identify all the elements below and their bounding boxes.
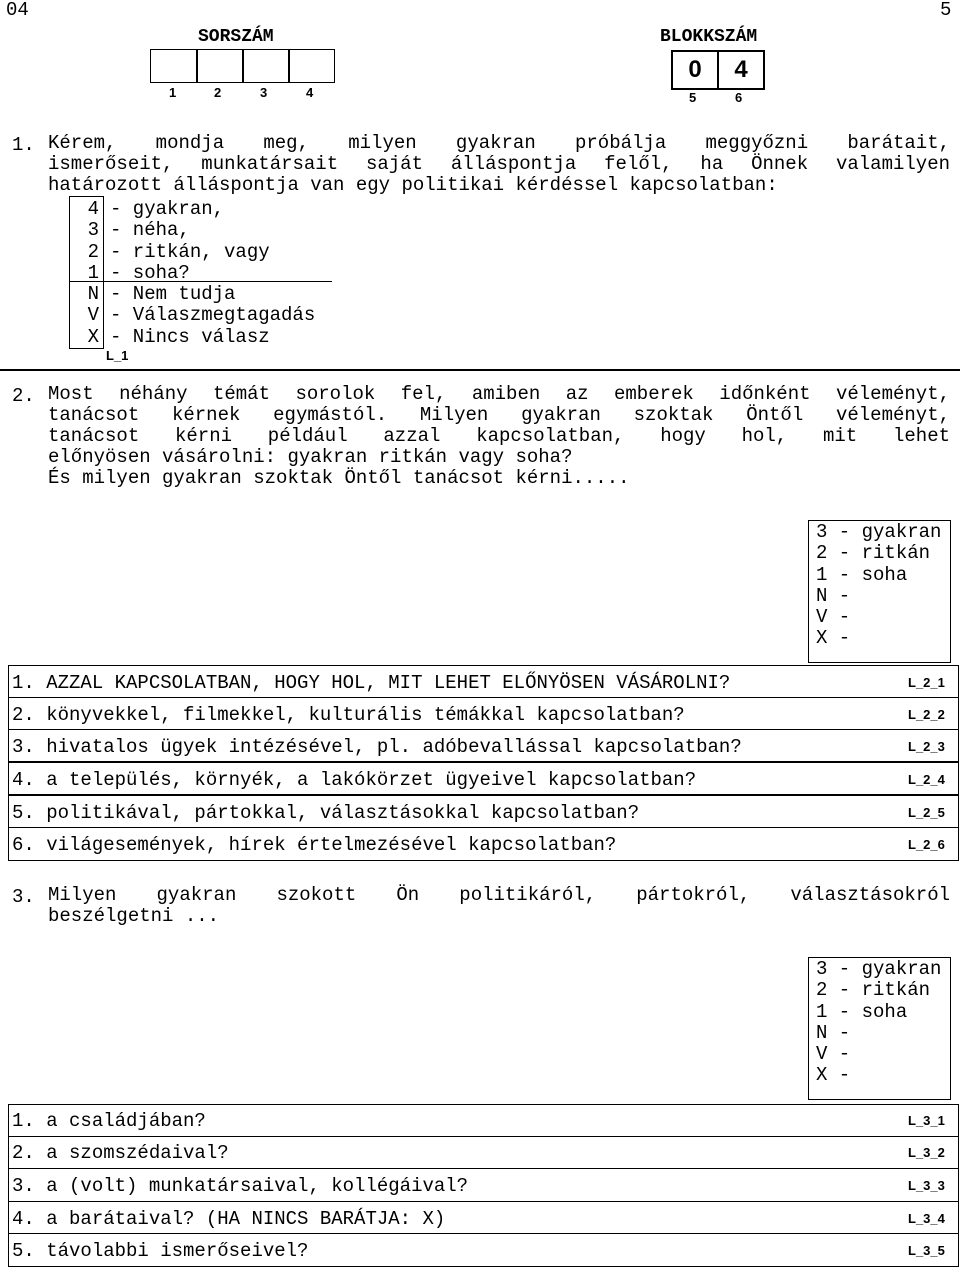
sorszam-label-1: 1	[169, 85, 177, 100]
q3-legend-box	[808, 957, 951, 1100]
q1-option-1[interactable]	[48, 263, 348, 284]
q2-item-text: 3. hivatalos ügyek intézésével, pl. adóbevallással kapcsolatban?	[12, 736, 742, 758]
q3-item-var: L_3_3	[908, 1178, 945, 1193]
q2-item-row[interactable]	[8, 665, 959, 698]
q2-item-var: L_2_4	[908, 772, 945, 787]
q1-option-code: 2	[87, 240, 99, 263]
q3-legend-item: 1 - soha	[816, 1000, 908, 1023]
q2-item-var: L_2_5	[908, 805, 945, 820]
q1-text	[48, 133, 950, 196]
q1-line-2: ismerőseit, munkatársait saját álláspontja felől, ha Önnek valamilyen	[48, 153, 950, 175]
q2-line-4: előnyösen vásárolni: gyakran ritkán vagy soha?	[48, 446, 573, 468]
q2-legend-item: 3 - gyakran	[816, 521, 942, 543]
q3-line-2: beszélgetni ...	[48, 905, 220, 927]
q1-option-code: X	[87, 325, 99, 348]
sorszam-box-1[interactable]	[150, 49, 198, 83]
blokkszam-title: BLOKKSZÁM	[660, 27, 758, 47]
q3-text	[48, 885, 950, 927]
q2-legend-item: 2 - ritkán	[816, 542, 931, 565]
q1-variable-label: L_1	[106, 348, 129, 363]
q1-line-1: Kérem, mondja meg, milyen gyakran próbálja meggyőzni barátait,	[48, 132, 950, 154]
q2-item-text: 5. politikával, pártokkal, választásokkal kapcsolatban?	[12, 802, 640, 824]
sorszam-title: SORSZÁM	[198, 27, 274, 47]
q3-item-text: 2. a szomszédaival?	[12, 1142, 229, 1164]
q3-legend	[816, 959, 941, 1087]
q1-option-x[interactable]	[48, 327, 348, 348]
page-number: 5	[940, 0, 952, 21]
q1-option-code: 4	[87, 198, 99, 220]
q2-item-text: 6. világesemények, hírek értelmezésével kapcsolatban?	[12, 834, 617, 856]
blokkszam-value-2: 4	[734, 56, 748, 83]
page-code-left: 04	[6, 0, 29, 21]
q3-item-var: L_3_1	[908, 1113, 945, 1128]
q2-item-var: L_2_2	[908, 707, 945, 722]
q3-legend-item: V -	[816, 1043, 851, 1066]
q3-line-1: Milyen gyakran szokott Ön politikáról, pártokról, választásokról	[48, 884, 950, 906]
q3-item-var: L_3_5	[908, 1243, 945, 1258]
sorszam-label-2: 2	[214, 85, 222, 100]
blokkszam-value-1: 0	[688, 56, 702, 83]
q3-legend-item: N -	[816, 1021, 851, 1044]
q1-option-label: - néha,	[110, 219, 190, 242]
q2-line-5: És milyen gyakran szoktak Öntől tanácsot kérni.....	[48, 467, 630, 489]
q1-option-code: 3	[87, 219, 99, 242]
q2-number: 2.	[12, 385, 35, 407]
q3-legend-item: X -	[816, 1064, 851, 1087]
q1-option-code: V	[87, 304, 99, 327]
q2-item-var: L_2_6	[908, 837, 945, 852]
q1-option-label: - ritkán, vagy	[110, 240, 270, 263]
blokkszam-box-1	[671, 50, 719, 90]
q3-legend-item: 3 - gyakran	[816, 958, 942, 980]
sorszam-box-4[interactable]	[288, 49, 335, 83]
q2-item-text: 1. AZZAL KAPCSOLATBAN, HOGY HOL, MIT LEHET ELŐNYÖSEN VÁSÁROLNI?	[12, 672, 731, 694]
q1-option-label: - Nem tudja	[110, 283, 236, 306]
q1-option-v[interactable]	[48, 305, 348, 326]
sorszam-box-2[interactable]	[196, 49, 244, 83]
blokkszam-box-2	[717, 50, 765, 90]
q2-line-1: Most néhány témát sorolok fel, amiben az emberek időnként véleményt,	[48, 383, 950, 405]
q2-legend-box	[808, 520, 951, 663]
q2-item-row[interactable]	[8, 762, 959, 795]
q2-item-row[interactable]	[8, 795, 959, 828]
q3-legend-item: 2 - ritkán	[816, 979, 931, 1002]
q2-item-var: L_2_3	[908, 739, 945, 754]
q1-option-code: N	[87, 283, 99, 306]
sorszam-box-3[interactable]	[242, 49, 290, 83]
blokkszam-label-5: 5	[689, 90, 697, 105]
q2-item-row[interactable]	[8, 827, 959, 861]
q3-item-row[interactable]	[8, 1104, 959, 1137]
q3-item-text: 5. távolabbi ismerőseivel?	[12, 1240, 309, 1262]
q1-option-4[interactable]	[48, 199, 348, 220]
q3-item-row[interactable]	[8, 1201, 959, 1234]
q2-item-var: L_2_1	[908, 675, 945, 690]
q2-item-text: 4. a település, környék, a lakókörzet ügyeivel kapcsolatban?	[12, 769, 697, 791]
q1-option-code: 1	[87, 261, 99, 284]
q2-text	[48, 384, 950, 489]
q1-option-label: - Válaszmegtagadás	[110, 304, 316, 327]
q1-options	[48, 199, 348, 348]
q3-item-text: 1. a családjában?	[12, 1110, 206, 1132]
q2-legend-item: V -	[816, 606, 851, 629]
q3-item-row[interactable]	[8, 1136, 959, 1169]
q1-option-label: - soha?	[110, 261, 190, 284]
q1-option-3[interactable]	[48, 220, 348, 241]
q1-number: 1.	[12, 134, 35, 156]
q1-option-n[interactable]	[48, 284, 348, 305]
q2-line-2: tanácsot kérnek egymástól. Milyen gyakran szoktak Öntől véleményt,	[48, 404, 950, 426]
q3-item-var: L_3_4	[908, 1211, 945, 1226]
q2-item-row[interactable]	[8, 697, 959, 730]
section-divider	[0, 369, 960, 371]
q1-option-2[interactable]	[48, 242, 348, 263]
sorszam-label-4: 4	[306, 85, 314, 100]
q2-legend-item: 1 - soha	[816, 563, 908, 586]
q2-item-text: 2. könyvekkel, filmekkel, kulturális témákkal kapcsolatban?	[12, 704, 685, 726]
sorszam-label-3: 3	[260, 85, 268, 100]
q3-item-row[interactable]	[8, 1233, 959, 1267]
q3-item-text: 4. a barátaival? (HA NINCS BARÁTJA: X)	[12, 1208, 446, 1230]
q1-option-label: - Nincs válasz	[110, 325, 270, 348]
q2-legend	[816, 522, 941, 650]
q3-number: 3.	[12, 886, 35, 908]
q2-legend-item: X -	[816, 627, 851, 650]
q3-item-var: L_3_2	[908, 1145, 945, 1160]
blokkszam-label-6: 6	[735, 90, 743, 105]
q2-item-row[interactable]	[8, 729, 959, 762]
q2-line-3: tanácsot kérni például azzal kapcsolatban, hogy hol, mit lehet	[48, 425, 950, 447]
q3-item-row[interactable]	[8, 1168, 959, 1202]
q3-item-text: 3. a (volt) munkatársaival, kollégáival?	[12, 1175, 469, 1197]
q1-line-3: határozott álláspontja van egy politikai kérdéssel kapcsolatban:	[48, 174, 778, 196]
q1-option-label: - gyakran,	[110, 198, 225, 220]
q2-legend-item: N -	[816, 584, 851, 607]
